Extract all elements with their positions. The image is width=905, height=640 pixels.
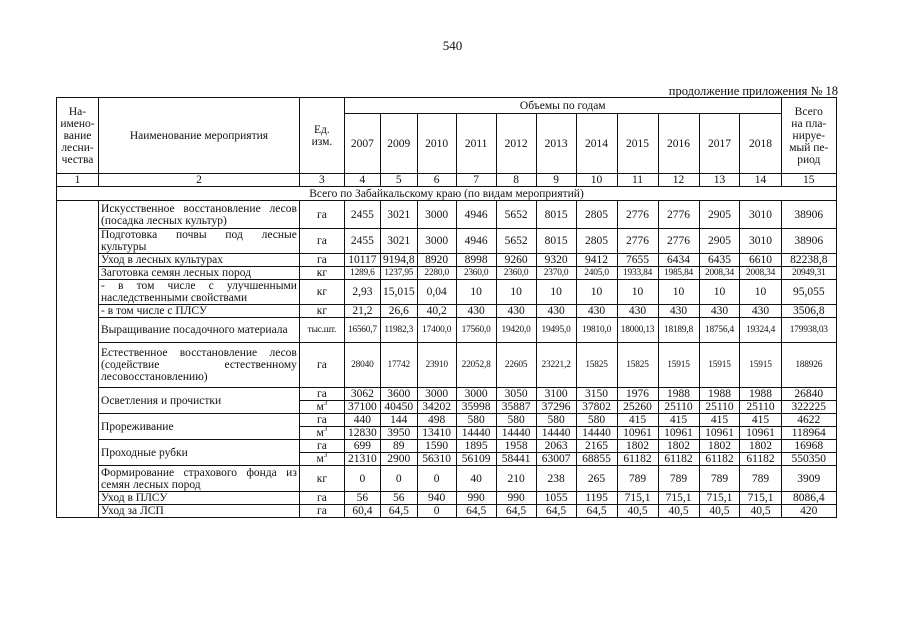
value-cell: 1985,84 (658, 267, 699, 280)
value-cell: 7655 (617, 254, 658, 267)
value-cell: 2776 (617, 229, 658, 254)
unit-cell: тыс.шт. (299, 318, 344, 343)
value-cell: 40,2 (417, 305, 456, 318)
value-cell: 56 (380, 492, 417, 505)
header-volumes: Объемы по годам (344, 98, 781, 114)
activity-name: Осветления и прочистки (99, 388, 300, 414)
value-cell: 2,93 (344, 280, 380, 305)
unit-cell: га (299, 254, 344, 267)
unit-cell: га (299, 229, 344, 254)
value-cell: 1976 (617, 388, 658, 401)
value-cell: 10961 (740, 427, 781, 440)
value-cell: 10117 (344, 254, 380, 267)
column-number: 10 (576, 174, 617, 187)
value-cell: 18000,13 (617, 318, 658, 343)
value-cell: 15825 (617, 343, 658, 388)
value-cell: 18189,8 (658, 318, 699, 343)
value-cell: 2360,0 (456, 267, 496, 280)
value-cell: 2805 (576, 229, 617, 254)
value-cell: 10 (740, 280, 781, 305)
value-cell: 415 (658, 414, 699, 427)
activity-name: Прореживание (99, 414, 300, 440)
total-cell: 38906 (781, 201, 836, 229)
value-cell: 789 (658, 466, 699, 492)
total-cell: 322225 (781, 401, 836, 414)
value-cell: 68855 (576, 453, 617, 466)
value-cell: 990 (456, 492, 496, 505)
unit-cell (299, 453, 344, 466)
activity-name: Уход в ПЛСУ (99, 492, 300, 505)
value-cell: 238 (536, 466, 576, 492)
value-cell: 64,5 (496, 505, 536, 518)
activity-name: Формирование страхового фонда из семян лесных пород (99, 466, 300, 492)
continuation-note: продолжение приложения № 18 (668, 84, 838, 98)
year-header: 2009 (380, 114, 417, 174)
table-row (57, 267, 837, 280)
value-cell: 6434 (658, 254, 699, 267)
unit-text: м (316, 427, 324, 439)
table-row (57, 305, 837, 318)
value-cell: 2405,0 (576, 267, 617, 280)
column-number: 2 (99, 174, 300, 187)
value-cell: 4946 (456, 201, 496, 229)
total-cell: 20949,31 (781, 267, 836, 280)
value-cell: 64,5 (380, 505, 417, 518)
value-cell: 3021 (380, 201, 417, 229)
value-cell: 6610 (740, 254, 781, 267)
value-cell: 1802 (617, 440, 658, 453)
total-cell: 95,055 (781, 280, 836, 305)
value-cell: 25260 (617, 401, 658, 414)
value-cell: 15915 (740, 343, 781, 388)
unit-cell: га (299, 414, 344, 427)
value-cell: 25110 (658, 401, 699, 414)
value-cell: 19420,0 (496, 318, 536, 343)
value-cell: 0 (417, 505, 456, 518)
value-cell: 0,04 (417, 280, 456, 305)
total-cell: 179938,03 (781, 318, 836, 343)
unit-cell: га (299, 440, 344, 453)
value-cell: 1289,6 (344, 267, 380, 280)
unit-cell: кг (299, 466, 344, 492)
total-cell: 3506,8 (781, 305, 836, 318)
column-number: 6 (417, 174, 456, 187)
total-cell: 8086,4 (781, 492, 836, 505)
value-cell: 1988 (740, 388, 781, 401)
value-cell: 9194,8 (380, 254, 417, 267)
total-cell: 3909 (781, 466, 836, 492)
value-cell: 23910 (417, 343, 456, 388)
value-cell: 2905 (699, 201, 740, 229)
value-cell: 13410 (417, 427, 456, 440)
value-cell: 3000 (417, 388, 456, 401)
value-cell: 19324,4 (740, 318, 781, 343)
value-cell: 10 (496, 280, 536, 305)
section-title: Всего по Забайкальскому краю (по видам мероприятий) (57, 187, 837, 201)
activity-name: Естественное восстановление лесов (содействие естественному лесовосстановлению) (99, 343, 300, 388)
value-cell: 3600 (380, 388, 417, 401)
value-cell: 14440 (576, 427, 617, 440)
column-number: 4 (344, 174, 380, 187)
value-cell: 5652 (496, 229, 536, 254)
value-cell: 19810,0 (576, 318, 617, 343)
value-cell: 580 (576, 414, 617, 427)
value-cell: 37802 (576, 401, 617, 414)
value-cell: 415 (740, 414, 781, 427)
value-cell: 56 (344, 492, 380, 505)
value-cell: 15,015 (380, 280, 417, 305)
activity-name: Уход в лесных культурах (99, 254, 300, 267)
value-cell: 1988 (658, 388, 699, 401)
unit-cell: га (299, 505, 344, 518)
value-cell: 789 (740, 466, 781, 492)
value-cell: 498 (417, 414, 456, 427)
table-row (57, 466, 837, 492)
value-cell: 2063 (536, 440, 576, 453)
table-row (57, 492, 837, 505)
year-header: 2015 (617, 114, 658, 174)
year-header: 2012 (496, 114, 536, 174)
value-cell: 3100 (536, 388, 576, 401)
value-cell: 940 (417, 492, 456, 505)
value-cell: 2008,34 (740, 267, 781, 280)
header-activity: Наименование мероприятия (99, 98, 300, 174)
value-cell: 60,4 (344, 505, 380, 518)
value-cell: 3150 (576, 388, 617, 401)
unit-cell: кг (299, 267, 344, 280)
value-cell: 64,5 (576, 505, 617, 518)
value-cell: 715,1 (699, 492, 740, 505)
table-row (57, 414, 837, 427)
value-cell: 10 (456, 280, 496, 305)
value-cell: 430 (740, 305, 781, 318)
total-cell: 188926 (781, 343, 836, 388)
activity-name: - в том числе с улучшенными наследственными свойствами (99, 280, 300, 305)
value-cell: 25110 (740, 401, 781, 414)
year-header: 2018 (740, 114, 781, 174)
value-cell: 28040 (344, 343, 380, 388)
total-cell: 118964 (781, 427, 836, 440)
value-cell: 19495,0 (536, 318, 576, 343)
value-cell: 25110 (699, 401, 740, 414)
column-number: 7 (456, 174, 496, 187)
header-total: Всего на пла- нируе- мый пе- риод (781, 98, 836, 174)
value-cell: 580 (456, 414, 496, 427)
value-cell: 430 (658, 305, 699, 318)
value-cell: 40 (456, 466, 496, 492)
value-cell: 17742 (380, 343, 417, 388)
value-cell: 10 (536, 280, 576, 305)
value-cell: 430 (617, 305, 658, 318)
column-number: 8 (496, 174, 536, 187)
value-cell: 1802 (658, 440, 699, 453)
unit-cell: га (299, 201, 344, 229)
value-cell: 58441 (496, 453, 536, 466)
value-cell: 5652 (496, 201, 536, 229)
unit-superscript: 3 (323, 400, 328, 408)
value-cell: 10961 (658, 427, 699, 440)
value-cell: 2776 (658, 229, 699, 254)
activity-name: Искусственное восстановление лесов (посадка лесных культур) (99, 201, 300, 229)
value-cell: 3010 (740, 201, 781, 229)
value-cell: 61182 (658, 453, 699, 466)
value-cell: 9260 (496, 254, 536, 267)
value-cell: 1958 (496, 440, 536, 453)
total-cell: 550350 (781, 453, 836, 466)
value-cell: 3021 (380, 229, 417, 254)
year-header: 2013 (536, 114, 576, 174)
value-cell: 9412 (576, 254, 617, 267)
value-cell: 144 (380, 414, 417, 427)
table-row (57, 388, 837, 401)
value-cell: 789 (699, 466, 740, 492)
value-cell: 715,1 (740, 492, 781, 505)
value-cell: 37100 (344, 401, 380, 414)
header-forestry: На- имено- вание лесни- чества (57, 98, 99, 174)
activity-name: Подготовка почвы под лесные культуры (99, 229, 300, 254)
value-cell: 10961 (699, 427, 740, 440)
year-header: 2010 (417, 114, 456, 174)
value-cell: 3062 (344, 388, 380, 401)
table-row (57, 505, 837, 518)
value-cell: 3000 (417, 201, 456, 229)
column-number: 15 (781, 174, 836, 187)
unit-cell: кг (299, 305, 344, 318)
table-row (57, 201, 837, 229)
value-cell: 21,2 (344, 305, 380, 318)
value-cell: 15915 (658, 343, 699, 388)
value-cell: 10 (617, 280, 658, 305)
column-number: 12 (658, 174, 699, 187)
value-cell: 2360,0 (496, 267, 536, 280)
value-cell: 430 (456, 305, 496, 318)
value-cell: 0 (344, 466, 380, 492)
table-row (57, 440, 837, 453)
value-cell: 2900 (380, 453, 417, 466)
value-cell: 14440 (536, 427, 576, 440)
value-cell: 415 (617, 414, 658, 427)
column-number: 9 (536, 174, 576, 187)
value-cell: 415 (699, 414, 740, 427)
unit-text: м (316, 453, 324, 465)
value-cell: 40,5 (699, 505, 740, 518)
unit-cell: га (299, 388, 344, 401)
total-cell: 38906 (781, 229, 836, 254)
value-cell: 2776 (617, 201, 658, 229)
total-cell: 16968 (781, 440, 836, 453)
value-cell: 11982,3 (380, 318, 417, 343)
value-cell: 56109 (456, 453, 496, 466)
value-cell: 34202 (417, 401, 456, 414)
activity-name: Выращивание посадочного материала (99, 318, 300, 343)
unit-cell (299, 401, 344, 414)
value-cell: 37296 (536, 401, 576, 414)
value-cell: 3000 (456, 388, 496, 401)
table-row (57, 318, 837, 343)
value-cell: 61182 (740, 453, 781, 466)
value-cell: 2280,0 (417, 267, 456, 280)
value-cell: 2905 (699, 229, 740, 254)
value-cell: 21310 (344, 453, 380, 466)
value-cell: 26,6 (380, 305, 417, 318)
year-header: 2007 (344, 114, 380, 174)
value-cell: 15825 (576, 343, 617, 388)
value-cell: 10 (658, 280, 699, 305)
value-cell: 56310 (417, 453, 456, 466)
table-row (57, 254, 837, 267)
value-cell: 715,1 (658, 492, 699, 505)
value-cell: 18756,4 (699, 318, 740, 343)
unit-superscript: 3 (323, 426, 328, 434)
table-row (57, 229, 837, 254)
value-cell: 1988 (699, 388, 740, 401)
value-cell: 1933,84 (617, 267, 658, 280)
value-cell: 430 (699, 305, 740, 318)
value-cell: 8015 (536, 229, 576, 254)
value-cell: 2805 (576, 201, 617, 229)
table-row (57, 343, 837, 388)
activity-name: - в том числе с ПЛСУ (99, 305, 300, 318)
value-cell: 4946 (456, 229, 496, 254)
activity-name: Уход за ЛСП (99, 505, 300, 518)
unit-text: м (316, 401, 324, 413)
value-cell: 430 (536, 305, 576, 318)
value-cell: 1802 (699, 440, 740, 453)
value-cell: 63007 (536, 453, 576, 466)
value-cell: 10961 (617, 427, 658, 440)
value-cell: 265 (576, 466, 617, 492)
value-cell: 2455 (344, 201, 380, 229)
value-cell: 8015 (536, 201, 576, 229)
page-number: 540 (442, 38, 463, 53)
value-cell: 40450 (380, 401, 417, 414)
value-cell: 14440 (456, 427, 496, 440)
value-cell: 990 (496, 492, 536, 505)
value-cell: 0 (417, 466, 456, 492)
value-cell: 40,5 (658, 505, 699, 518)
value-cell: 12830 (344, 427, 380, 440)
value-cell: 23221,2 (536, 343, 576, 388)
value-cell: 1802 (740, 440, 781, 453)
value-cell: 22052,8 (456, 343, 496, 388)
value-cell: 3050 (496, 388, 536, 401)
value-cell: 10 (576, 280, 617, 305)
value-cell: 61182 (699, 453, 740, 466)
value-cell: 40,5 (617, 505, 658, 518)
value-cell: 10 (699, 280, 740, 305)
value-cell: 0 (380, 466, 417, 492)
value-cell: 3000 (417, 229, 456, 254)
value-cell: 3010 (740, 229, 781, 254)
value-cell: 22605 (496, 343, 536, 388)
total-cell: 4622 (781, 414, 836, 427)
year-header: 2014 (576, 114, 617, 174)
value-cell: 430 (576, 305, 617, 318)
year-header: 2017 (699, 114, 740, 174)
value-cell: 64,5 (536, 505, 576, 518)
unit-superscript: 3 (323, 452, 328, 460)
value-cell: 2455 (344, 229, 380, 254)
value-cell: 2008,34 (699, 267, 740, 280)
value-cell: 15915 (699, 343, 740, 388)
column-number: 5 (380, 174, 417, 187)
table-row (57, 280, 837, 305)
volumes-table (56, 97, 837, 518)
column-number: 3 (299, 174, 344, 187)
unit-cell (299, 427, 344, 440)
value-cell: 1895 (456, 440, 496, 453)
value-cell: 14440 (496, 427, 536, 440)
value-cell: 2370,0 (536, 267, 576, 280)
total-cell: 82238,8 (781, 254, 836, 267)
column-number: 1 (57, 174, 99, 187)
value-cell: 2776 (658, 201, 699, 229)
value-cell: 9320 (536, 254, 576, 267)
column-number: 13 (699, 174, 740, 187)
forestry-cell (57, 201, 99, 518)
value-cell: 699 (344, 440, 380, 453)
value-cell: 1237,95 (380, 267, 417, 280)
unit-cell: кг (299, 280, 344, 305)
value-cell: 2165 (576, 440, 617, 453)
year-header: 2016 (658, 114, 699, 174)
value-cell: 8998 (456, 254, 496, 267)
value-cell: 580 (536, 414, 576, 427)
unit-cell: га (299, 492, 344, 505)
column-number: 11 (617, 174, 658, 187)
value-cell: 64,5 (456, 505, 496, 518)
value-cell: 6435 (699, 254, 740, 267)
total-cell: 420 (781, 505, 836, 518)
year-header: 2011 (456, 114, 496, 174)
value-cell: 35998 (456, 401, 496, 414)
value-cell: 40,5 (740, 505, 781, 518)
value-cell: 430 (496, 305, 536, 318)
column-number: 14 (740, 174, 781, 187)
value-cell: 61182 (617, 453, 658, 466)
value-cell: 789 (617, 466, 658, 492)
value-cell: 17560,0 (456, 318, 496, 343)
value-cell: 89 (380, 440, 417, 453)
value-cell: 3950 (380, 427, 417, 440)
value-cell: 1195 (576, 492, 617, 505)
value-cell: 580 (496, 414, 536, 427)
activity-name: Заготовка семян лесных пород (99, 267, 300, 280)
header-unit: Ед. изм. (299, 98, 344, 174)
value-cell: 210 (496, 466, 536, 492)
value-cell: 16560,7 (344, 318, 380, 343)
value-cell: 1590 (417, 440, 456, 453)
value-cell: 17400,0 (417, 318, 456, 343)
value-cell: 8920 (417, 254, 456, 267)
value-cell: 35887 (496, 401, 536, 414)
value-cell: 715,1 (617, 492, 658, 505)
value-cell: 440 (344, 414, 380, 427)
activity-name: Проходные рубки (99, 440, 300, 466)
total-cell: 26840 (781, 388, 836, 401)
unit-cell: га (299, 343, 344, 388)
value-cell: 1055 (536, 492, 576, 505)
